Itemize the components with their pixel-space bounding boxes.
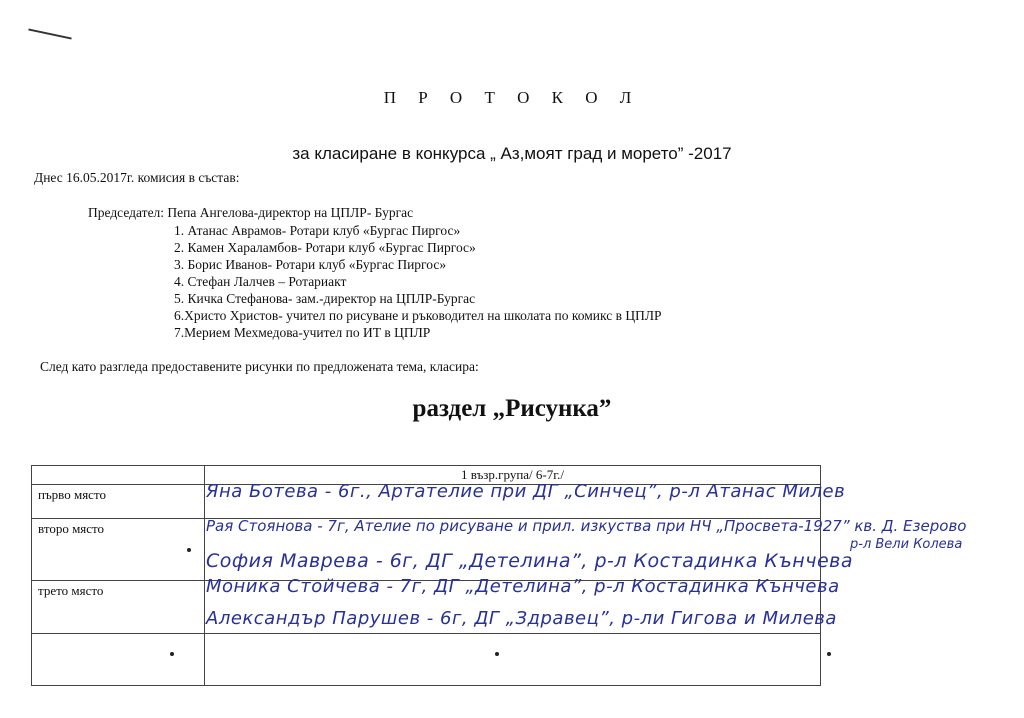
scan-dot (495, 652, 499, 656)
commission-member: 3. Борис Иванов- Ротари клуб «Бургас Пиргос» (174, 257, 447, 272)
scan-dot (827, 652, 831, 656)
row-label: второ място (32, 519, 205, 581)
scan-dot (187, 548, 191, 552)
document-subtitle: за класиране в конкурса „ Аз,моят град и морето” -2017 (292, 144, 732, 163)
commission-chair: Председател: Пепа Ангелова-директор на ЦПЛР- Бургас (88, 205, 414, 220)
handwritten-second-place-b: София Маврева - 6г, ДГ „Детелина”, р-л Костадинка Кънчева (206, 550, 853, 572)
table-header-empty (32, 466, 205, 485)
handwritten-third-place-b: Александър Парушев - 6г, ДГ „Здравец”, р-ли Гигова и Милева (206, 608, 837, 629)
age-group-header: 1 възр.група/ 6-7г./ (205, 466, 821, 485)
commission-member: 7.Мерием Мехмедова-учител по ИТ в ЦПЛР (174, 325, 431, 340)
row-label (32, 634, 205, 686)
commission-member: 4. Стефан Лалчев – Ротариакт (174, 274, 347, 289)
document-title: П Р О Т О К О Л (383, 88, 641, 107)
commission-member: 1. Атанас Аврамов- Ротари клуб «Бургас Пиргос» (174, 223, 461, 238)
handwritten-third-place-a: Моника Стойчева - 7г, ДГ „Детелина”, р-л Костадинка Кънчева (206, 576, 840, 597)
row-label: трето място (32, 581, 205, 634)
date-line: Днес 16.05.2017г. комисия в състав: (34, 170, 240, 185)
intro-text: След като разгледа предоставените рисунки по предложената тема, класира: (40, 359, 479, 374)
commission-member: 6.Христо Христов- учител по рисуване и ръководител на школата по комикс в ЦПЛР (174, 308, 662, 323)
table-row (32, 634, 821, 686)
row-label: първо място (32, 485, 205, 519)
commission-member: 2. Камен Хараламбов- Ротари клуб «Бургас Пиргос» (174, 240, 476, 255)
pen-mark (28, 28, 71, 39)
scan-dot (170, 652, 174, 656)
row-value (205, 634, 821, 686)
handwritten-first-place: Яна Ботева - 6г., Артателие при ДГ „Синчец”, р-л Атанас Милев (206, 481, 846, 502)
section-title: раздел „Рисунка” (412, 395, 612, 422)
commission-member: 5. Кичка Стефанова- зам.-директор на ЦПЛР-Бургас (174, 291, 476, 306)
handwritten-second-place-note: р-л Вели Колева (850, 537, 963, 552)
handwritten-second-place-a: Рая Стоянова - 7г, Ателие по рисуване и прил. изкуства при НЧ „Просвета-1927” кв. Д. Езерово (206, 517, 967, 535)
